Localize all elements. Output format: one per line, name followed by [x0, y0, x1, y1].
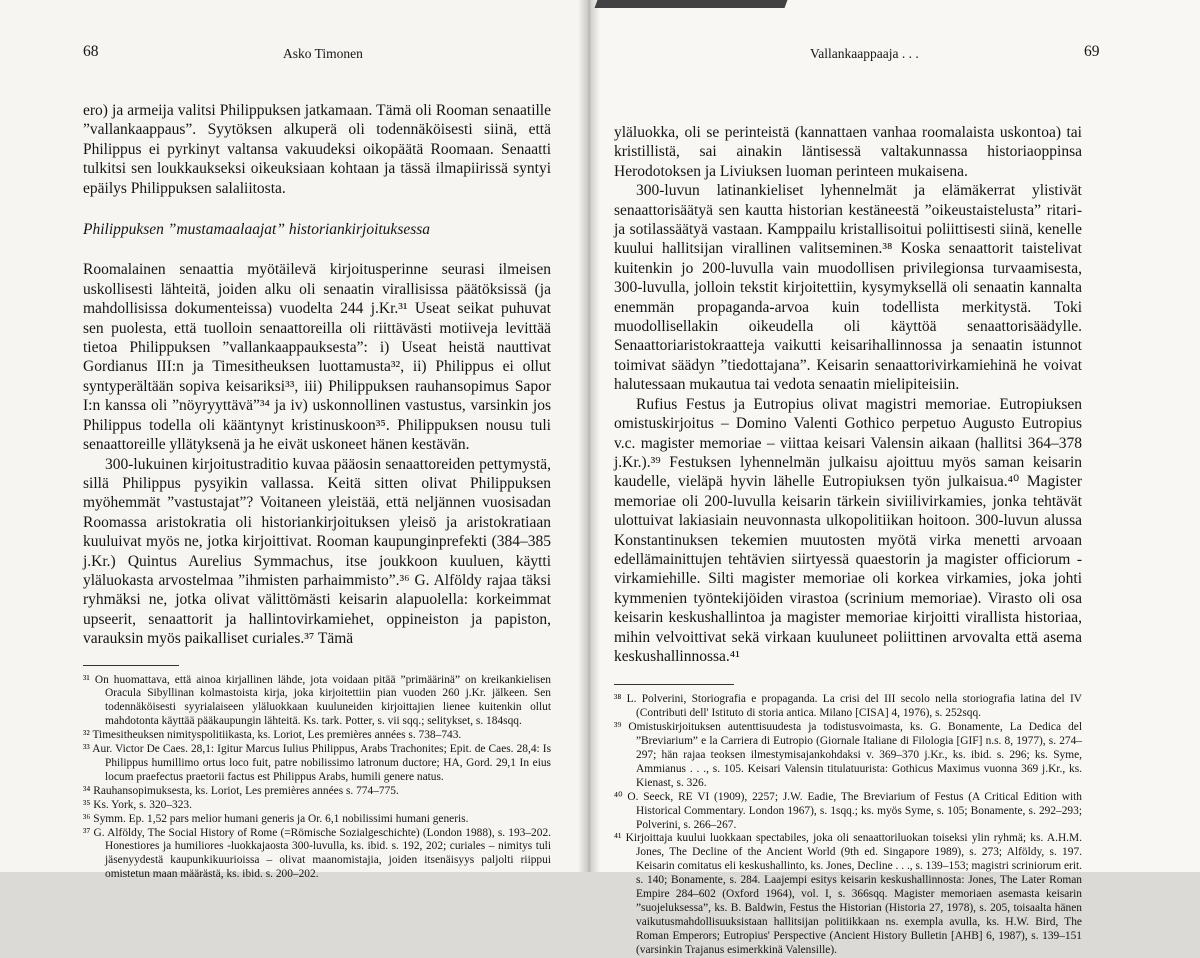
footnote: ³⁴ Rauhansopimuksesta, ks. Loriot, Les premières années s. 774–775. — [83, 784, 399, 797]
right-page — [588, 0, 1200, 956]
left-body — [83, 101, 551, 882]
book-gutter — [578, 0, 600, 872]
footnotes-left — [83, 674, 551, 883]
page-number-left: 68 — [83, 43, 99, 60]
footnote: ³¹ On huomattava, että ainoa kirjallinen lähde, jota voidaan pitää ”primäärinä” on kreikankielisen Oracula Sibyllinan kolmastoista kirja, joka kirjoitettiin pian vuoden 260 j.Kr. jälkeen. Sen todennäköisesti syyrialaiseen yläluokkaan kuuluneiden kirjoittajien lienee kuitenkin ollut mahdotonta käyttää pääkaupungin lähteitä. Ks. tark. Potter, s. vii sqq.; selitykset, s. 184sqq. — [83, 673, 551, 728]
footnote: ³⁹ Omistuskirjoituksen autenttisuudesta ja todistusvoimasta, ks. G. Bonamente, La Dedica del ”Breviarium” e la Carriera di Eutropio (Giornale Italiane di Filologia [GIF] n.s. 8, 1977), s. 274–297; hän rajaa teoksen ilmestymisajankohdaksi v. 369–370 j.Kr., ks. ibid. s. 296; ks. Syme, Ammianus . . ., s. 105. Keisari Valensin titulatuurista: Gothicus Maximus vuonna 369 j.Kr., ks. Kienast, s. 326. — [614, 721, 1082, 789]
footnote: ³² Timesitheuksen nimityspolitiikasta, ks. Loriot, Les premières années s. 738–743. — [83, 729, 462, 742]
section-heading: Philippuksen ”mustamaalaajat” historiankirjoituksessa — [83, 221, 431, 239]
footnote: ⁴⁰ O. Seeck, RE VI (1909), 2257; J.W. Eadie, The Breviarium of Festus (A Critical Edition with Historical Commentary. London 1967), s. 1sqq.; ks. myös Syme, s. 105; Bonamente, s. 292–293; Polverini, s. 266–267. — [614, 790, 1082, 831]
paragraph: Rufius Festus ja Eutropius olivat magistri memoriae. Eutropiuksen omistuskirjoitus – Domino Valenti Gothico perpetuo Augusto Eutropius v.c. magister memoriae – viittaa keisari Valensin aikaan (hallitsi 364–378 j.Kr.).³⁹ Festuksen lyhennelmän julkaisu ajoittuu myös saman keisarin kaudelle, vieläpä hyvin lähelle Eutropiuksen työn julkaisua.⁴⁰ Magister memoriae oli 200-luvulla keisarin tärkein siviilivirkamies, jonka tehtävät ulottuivat lakiasiain neuvonnasta ulkopolitiikan hoitoon. 300-luvun alussa Konstantinuksen tekemien muutosten myötä virka menetti arvoaan edellämainittujen tehtävien siirtyessä quaestorin ja magister officiorum -virkamiehille. Silti magister memoriae oli korkea virkamies, joka johti kymmenien työntekijöiden virastoa (scrinium memoriae). Virasto oli osa keisarin keskushallintoa ja magister memoriae kirjoitti virallista historiaa, mihin velvoittivat sekä virkaan kuuluneet poliittinen arvovalta että asema keskushallinnossa.⁴¹ — [614, 395, 1082, 665]
right-body — [614, 123, 1082, 958]
paragraph: ero) ja armeija valitsi Philippuksen jatkamaan. Tämä oli Rooman senaatille ”vallankaappaus”. Syytöksen alkuperä oli todennäköisesti siinä, että Philippus ei pyrkinyt valtansa vakuudeksi oikopäätä Roomaan. Senaatti tulkitsi sen loukkaukseksi oikeuksiaan kohtaan ja tässä ilmapiirissä syntyi epäilys Philippuksen salaliitosta. — [83, 102, 551, 197]
paragraph: Roomalainen senaattia myötäilevä kirjoitusperinne seurasi ilmeisen uskollisesti lähteitä, joiden alku oli senaatin virallisissa päätöksissä (ja mahdollisissa dokumenteissa) vuodelta 244 j.Kr.³¹ Useat seikat puhuvat sen puolesta, että tuolloin senaattoreilla oli riittävästi motiiveja levittää tietoa Philippuksen ”vallankaappauksesta”: i) Useat heistä nauttivat Gordianus III:n ja Timesitheuksen luottamusta³², ii) Philippus ei ollut syntyperältään sopiva keisariksi³³, iii) Philippuksen rauhansopimus Sapor I:n kanssa oli ”nöyryyttävä”³⁴ ja iv) uskonnollinen vastustus, varsinkin jos Philippus todella oli kääntynyt kristinuskoon³⁵. Philippuksen nousu tuli senaattoreille yllätyksenä ja he eivät uskoneet hänen kestävän. — [83, 261, 551, 454]
footnote: ³³ Aur. Victor De Caes. 28,1: Igitur Marcus Iulius Philippus, Arabs Trachonites; Epit. de Caes. 28,4: Is Philippus humillimo ortus loco fuit, patre nobilissimo latronum ductore; HA, Gord. 29,1 In eius locum praefectus praetorii factus est Philippus Arabs, humili genere natus. — [83, 743, 551, 783]
scan-edge-shadow — [595, 0, 788, 8]
footnote-separator — [83, 665, 179, 666]
paragraph: yläluokka, oli se perinteistä (kannattaen vanhaa roomalaista uskontoa) tai kristillistä, sai ainakin läntisessä valtakunnassa historiaoppinsa Herodotoksen ja Liviuksen luoman perinteen mukaisena. — [614, 124, 1082, 180]
page-number-right: 69 — [1084, 43, 1100, 60]
footnote: ⁴¹ Kirjoittaja kuului luokkaan spectabiles, joka oli senaattoriluokan toiseksi ylin ryhmä; ks. A.H.M. Jones, The Decline of the Ancient World (9th ed. Singapore 1989), s. 273; Alföldy, s. 197. Keisarin comitatus eli keskushallinto, ks. Jones, Decline . . ., s. 139–153; magistri scriniorum erit. s. 140; Bonamente, s. 284. Laajempi esitys keisarin keskushallinnosta: Jones, The Later Roman Empire 284–602 (Oxford 1964), vol. I, s. 366sqq. Magister memoriaen asemasta keisarin ”suojeluksessa”, ks. B. Baldwin, Festus the Historian (Historia 27, 1978), s. 205, toisaalta hänen vaikutusmahdollisuuksistaan hallitsijan politiikkaan ns. exempla avulla, ks. H.W. Bird, The Roman Emperors; Eutropius' Perspective (Ancient History Bulletin [AHB] 6, 1987), s. 139–151 (varsinkin Trajanus esimerkkinä Valensille). — [614, 832, 1082, 956]
footnotes-right — [614, 693, 1082, 957]
footnote: ³⁶ Symm. Ep. 1,52 pars melior humani generis ja Or. 6,1 nobilissimi humani generis. — [83, 812, 469, 825]
running-head-left: Asko Timonen — [283, 46, 363, 61]
paragraph: 300-lukuinen kirjoitustraditio kuvaa pääosin senaattoreiden pettymystä, sillä Philippus pysyikin vallassa. Keitä sitten olivat Philippuksen myöhemmät ”vastustajat”? Voitaneen yleistää, että neljännen vuosisadan Roomassa aristokratia oli historiankirjoituksen yleisö ja aristokratiaan kuuluivat myös ne, jotka kirjoittivat. Rooman kaupunginprefekti (384–385 j.Kr.) Quintus Aurelius Symmachus, itse joukkoon kuuluen, käytti yläluokasta arvostelmaa ”ihmisten parhaimmisto”.³⁶ G. Alföldy rajaa täksi ryhmäksi ne, jotka olivat välittömästi keisarin alapuolella: korkeimmat upseerit, senaattorit ja hallintovirkamiehet, oppineiston ja papiston, varauksin myös paikalliset curiales.³⁷ Tämä — [83, 455, 551, 648]
footnote: ³⁷ G. Alföldy, The Social History of Rome (=Römische Sozialgeschichte) (London 1988), s. 193–202. Honestiores ja humiliores -luokkajaosta 300-luvulla, ks. ibid. s. 192, 202; curiales – nimitys tuli jäsenyydestä kaupunkikuurioissa – olivat maanomistajia, joiden itsenäisyys paljolti riippui omistetun maan määrästä, ks. ibid. s. 200–202. — [83, 826, 551, 881]
footnote: ³⁵ Ks. York, s. 320–323. — [83, 798, 192, 811]
running-head-right: Vallankaappaaja . . . — [810, 46, 919, 61]
footnote: ³⁸ L. Polverini, Storiografia e propaganda. La crisi del III secolo nella storiografia latina del IV (Contributi dell' Istituto di storia antica. Milano [CISA] 4, 1976), s. 252sqq. — [614, 693, 1082, 720]
paragraph: 300-luvun latinankieliset lyhennelmät ja elämäkerrat ylistivät senaattorisäätyä sen kautta historian kestäneestä ”oikeustaistelusta” ritari- ja sotilassäätyä vastaan. Kamppailu kristallisoitui poliittisesti siinä, kenelle kuului hallitsijan virallinen valitseminen.³⁸ Koska senaattorit taistelivat kuitenkin jo 200-luvulla vain muodollisen privilegionsa turvaamisesta, 300-luvulla, jolloin tekstit kirjoitettiin, kysymyksellä oli senaatin kannalta enemmän propaganda-arvoa kuin todellista merkitystä. Toki muodollisellakin oikeudella oli käyttöä senaattorisäädylle. Senaattoriaristokraatteja vaikutti keisarihallinnossa ja senaatin istunnot toimivat säädyn ”tiedottajana”. Keisarin senaattorivirkamiehinä he voivat halutessaan mukautua tai vedota senaatin mielipiteisiin. — [614, 182, 1082, 394]
left-page — [0, 0, 588, 881]
footnote-separator — [614, 684, 734, 685]
